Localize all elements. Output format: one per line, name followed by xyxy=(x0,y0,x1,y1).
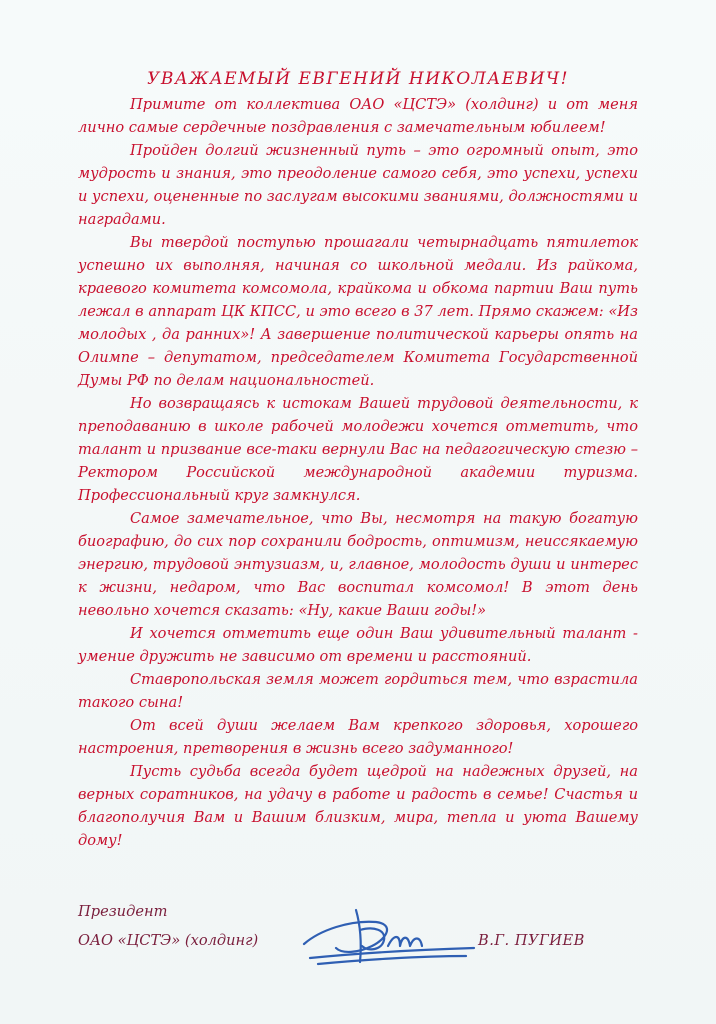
signature-block xyxy=(78,900,638,990)
signatory-organization: ОАО «ЦСТЭ» (холдинг) xyxy=(78,932,259,949)
paragraph-8: От всей души желаем Вам крепкого здоровья, хорошего настроения, претворения в жизнь всего задуманного! xyxy=(78,717,638,757)
paragraph-3: Вы твердой поступью прошагали четырнадцать пятилеток успешно их выполняя, начиная со школьной медали. Из райкома, краевого комитета комсомола, крайкома и обкома партии Ваш путь лежал в аппарат ЦК КПСС, и это всего в 37 лет. Прямо скажем: «Из молодых , да ранних»! А завершение политической карьеры опять на Олимпе – депутатом, председателем Комитета Государственной Думы РФ по делам национальностей. xyxy=(78,234,638,389)
paragraph-4: Но возвращаясь к истокам Вашей трудовой деятельности, к преподаванию в школе рабочей молодежи хочется отметить, что талант и призвание все-таки вернули Вас на педагогическую стезю – Ректором Российской международной академии туризма. Профессиональный круг замкнулся. xyxy=(78,395,638,504)
handwritten-signature xyxy=(290,900,480,980)
letter-body xyxy=(78,68,638,852)
signatory-name: В.Г. ПУГИЕВ xyxy=(478,932,585,949)
signatory-title: Президент xyxy=(78,903,168,920)
paragraph-5: Самое замечательное, что Вы, несмотря на такую богатую биографию, до сих пор сохранили бодрость, оптимизм, неиссякаемую энергию, трудовой энтузиазм, и, главное, молодость души и интерес к жизни, недаром, что Вас воспитал комсомол! В этот день невольно хочется сказать: «Ну, какие Ваши годы!» xyxy=(78,510,638,619)
paragraph-6: И хочется отметить еще один Ваш удивительный талант - умение дружить не зависимо от времени и расстояний. xyxy=(78,625,638,665)
paragraph-9: Пусть судьба всегда будет щедрой на надежных друзей, на верных соратников, на удачу в работе и радость в семье! Счастья и благополучия Вам и Вашим близким, мира, тепла и уюта Вашему дому! xyxy=(78,763,638,849)
salutation: УВАЖАЕМЫЙ ЕВГЕНИЙ НИКОЛАЕВИЧ! xyxy=(147,69,569,89)
paragraph-1: Примите от коллектива ОАО «ЦСТЭ» (холдинг) и от меня лично самые сердечные поздравления с замечательным юбилеем! xyxy=(78,96,638,136)
paragraph-2: Пройден долгий жизненный путь – это огромный опыт, это мудрость и знания, это преодоление самого себя, это успехи, успехи и успехи, оцененные по заслугам высокими званиями, должностями и наградами. xyxy=(78,142,638,228)
paragraph-7: Ставропольская земля может гордиться тем, что взрастила такого сына! xyxy=(78,671,638,711)
